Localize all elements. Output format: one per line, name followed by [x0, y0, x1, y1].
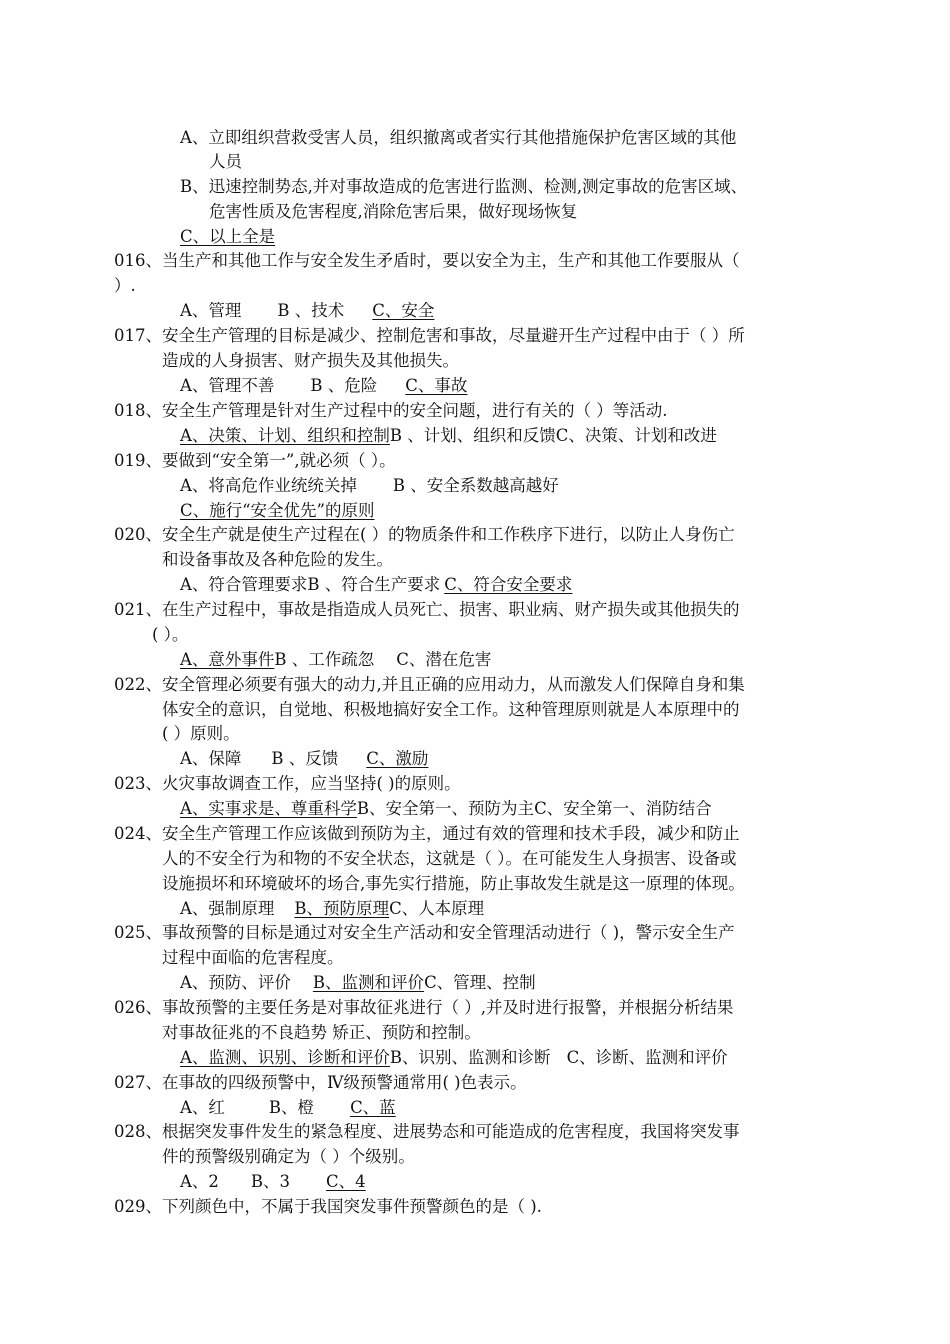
question-016-line2: ）.	[114, 276, 136, 295]
option-b: B 、技术	[277, 301, 345, 320]
question-018-line1: 018、安全生产管理是针对生产过程中的安全问题，进行有关的（ ）等活动.	[114, 401, 668, 420]
option-b: B、橙	[268, 1098, 315, 1117]
option-a: A、保障	[180, 749, 242, 768]
option-c: C、诊断、监测和评价	[566, 1048, 728, 1067]
prelude-option-c-answer: C、以上全是	[180, 227, 276, 246]
option-a-answer: A、意外事件	[180, 650, 275, 669]
question-022-line2: 体安全的意识，自觉地、积极地搞好安全工作。这种管理原则就是人本原理中的	[162, 700, 740, 719]
question-024-line2: 人的不安全行为和物的不安全状态，这就是（ ）。在可能发生人身损害、设备或	[162, 849, 737, 868]
question-021-line1: 021、在生产过程中，事故是指造成人员死亡、损害、职业病、财产损失或其他损失的	[114, 600, 740, 619]
question-016-line1: 016、当生产和其他工作与安全发生矛盾时，要以安全为主，生产和其他工作要服从（	[114, 251, 740, 270]
question-024-line1: 024、安全生产管理工作应该做到预防为主，通过有效的管理和技术手段，减少和防止	[114, 824, 740, 843]
option-a: A、2	[180, 1172, 219, 1191]
option-a: A、强制原理	[180, 899, 275, 918]
question-024-options	[180, 898, 484, 920]
question-017-line2: 造成的人身损害、财产损失及其他损失。	[162, 351, 459, 370]
option-a-answer: A、实事求是、尊重科学	[180, 799, 357, 818]
prelude-option-a-line1: A、立即组织营救受害人员，组织撤离或者实行其他措施保护危害区域的其他	[180, 128, 737, 147]
question-022-line3: ( ）原则。	[162, 724, 240, 743]
option-c: C、管理、控制	[424, 973, 536, 992]
question-026-line2: 对事故征兆的不良趋势 矫正、预防和控制。	[162, 1023, 481, 1042]
option-b: B 、工作疏忽	[274, 650, 375, 669]
option-b-answer: B、监测和评价	[312, 973, 425, 992]
option-b: B 、危险	[310, 376, 378, 395]
question-025-line1: 025、事故预警的目标是通过对安全生产活动和安全管理活动进行（ )，警示安全生产	[114, 923, 735, 942]
question-021-options	[180, 649, 491, 671]
option-c-answer: C、事故	[405, 376, 468, 395]
prelude-option-a-line2: 人员	[209, 152, 242, 171]
question-021-line2: ( ）。	[152, 625, 189, 644]
option-a: A、管理	[180, 301, 242, 320]
option-a-answer: A、决策、计划、组织和控制	[180, 426, 390, 445]
question-022-options	[180, 748, 428, 770]
question-022-line1: 022、安全管理必须要有强大的动力,并且正确的应用动力，从而激发人们保障自身和集	[114, 675, 745, 694]
question-026-options	[180, 1047, 728, 1069]
question-028-line2: 件的预警级别确定为（ ）个级别。	[162, 1147, 415, 1166]
question-027-line1: 027、在事故的四级预警中，Ⅳ级预警通常用( )色表示。	[114, 1073, 527, 1092]
option-c-answer: C、安全	[372, 301, 435, 320]
question-024-line3: 设施损坏和环境破坏的场合,事先实行措施，防止事故发生就是这一原理的体现。	[162, 874, 745, 893]
option-b: B 、计划、组织和反馈	[389, 426, 556, 445]
option-b: B 、反馈	[271, 749, 339, 768]
question-029-line1: 029、下列颜色中，不属于我国突发事件预警颜色的是（ ).	[114, 1197, 542, 1216]
question-017-line1: 017、安全生产管理的目标是减少、控制危害和事故，尽量避开生产过程中由于（ ）所	[114, 326, 745, 345]
question-019-option-c-answer: C、施行“安全优先”的原则	[180, 501, 375, 520]
question-023-line1: 023、火灾事故调查工作，应当坚持( )的原则。	[114, 774, 461, 793]
question-016-options	[180, 300, 434, 322]
question-028-line1: 028、根据突发事件发生的紧急程度、进展势态和可能造成的危害程度，我国将突发事	[114, 1122, 740, 1141]
option-a: A、红	[180, 1098, 225, 1117]
option-c: C、潜在危害	[396, 650, 492, 669]
question-018-options	[180, 425, 717, 447]
option-c: C、决策、计划和改进	[555, 426, 717, 445]
question-019-line1: 019、要做到“安全第一”,就必须（ ）。	[114, 451, 396, 470]
option-c-answer: C、激励	[366, 749, 429, 768]
option-c-answer: C、4	[326, 1172, 366, 1191]
prelude-option-b-line1: B、迅速控制势态,并对事故造成的危害进行监测、检测,测定事故的危害区域、	[180, 177, 748, 196]
option-a: A、预防、评价	[180, 973, 291, 992]
question-020-options	[180, 574, 572, 596]
option-b: B、安全第一、预防为主	[356, 799, 535, 818]
question-025-options	[180, 972, 536, 994]
option-c: C、安全第一、消防结合	[534, 799, 712, 818]
option-c-answer: C、蓝	[350, 1098, 396, 1117]
question-020-line2: 和设备事故及各种危险的发生。	[162, 550, 393, 569]
question-026-line1: 026、事故预警的主要任务是对事故征兆进行（ ）,并及时进行报警，并根据分析结果	[114, 998, 734, 1017]
option-c: C、人本原理	[389, 899, 485, 918]
question-019-options	[180, 475, 559, 497]
option-a-answer: A、监测、识别、诊断和评价	[180, 1048, 390, 1067]
question-017-options	[180, 375, 467, 397]
question-020-line1: 020、安全生产就是使生产过程在( ）的物质条件和工作秩序下进行，以防止人身伤亡	[114, 525, 735, 544]
option-b: B 、符合生产要求	[307, 575, 441, 594]
option-b: B、3	[250, 1172, 291, 1191]
option-a: A、符合管理要求	[180, 575, 308, 594]
option-b: B 、安全系数越高越好	[392, 476, 559, 495]
question-025-line2: 过程中面临的危害程度。	[162, 948, 344, 967]
option-c-answer: C、符合安全要求	[444, 575, 573, 594]
prelude-option-b-line2: 危害性质及危害程度,消除危害后果，做好现场恢复	[209, 202, 578, 221]
option-b-answer: B、预防原理	[294, 899, 390, 918]
question-028-options	[180, 1171, 366, 1193]
option-b: B、识别、监测和诊断	[389, 1048, 551, 1067]
option-a: A、将高危作业统统关掉	[180, 476, 357, 495]
question-023-options	[180, 798, 712, 820]
question-027-options	[180, 1097, 396, 1119]
option-a: A、管理不善	[180, 376, 275, 395]
